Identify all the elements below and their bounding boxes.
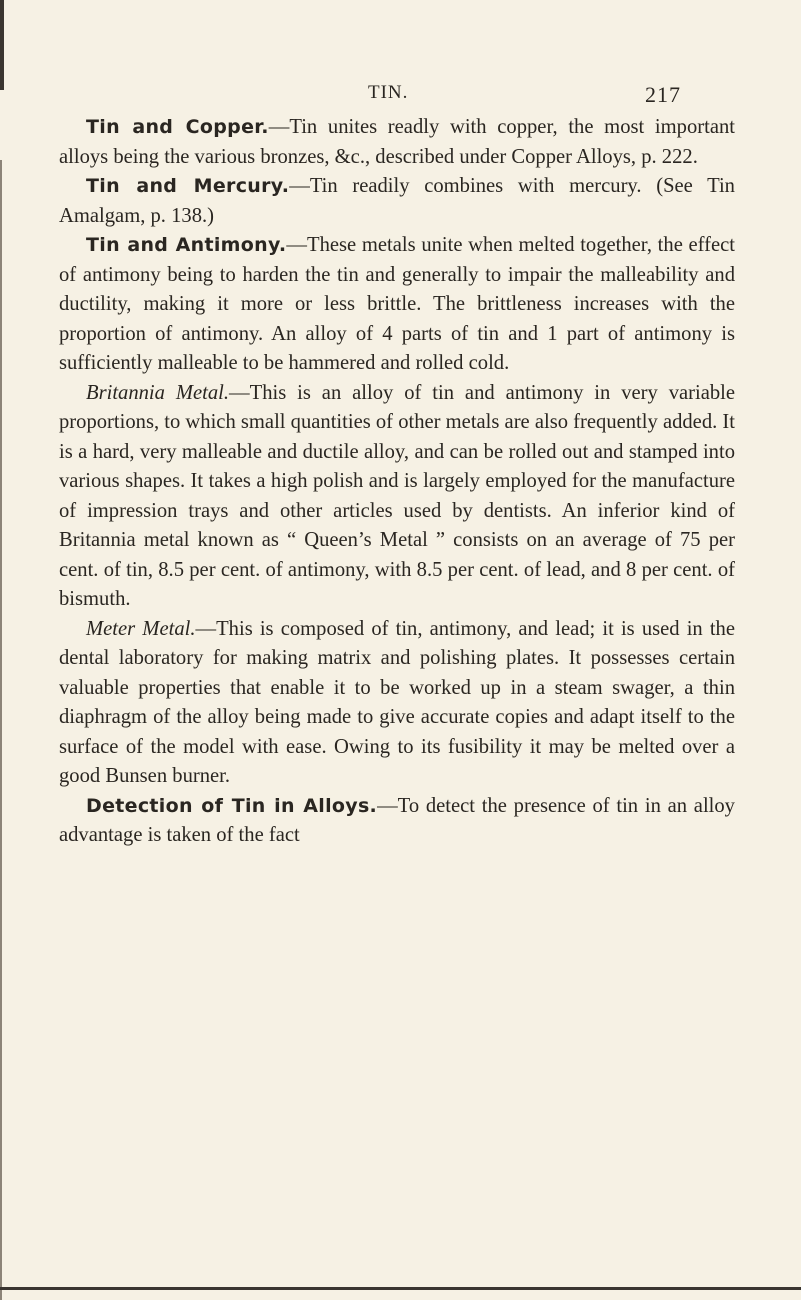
page-edge-shadow — [0, 0, 4, 90]
page-edge-line — [0, 160, 2, 1300]
body-text — [59, 113, 735, 851]
page-bottom-edge — [0, 1287, 801, 1290]
paragraph-meter-metal — [59, 615, 735, 792]
paragraph-body: —To detect the presence of tin in an alloy advantage is taken of the fact — [59, 794, 735, 846]
section-heading: Tin and Copper. — [86, 116, 269, 138]
subsection-heading: Britannia Metal. — [86, 381, 230, 404]
paragraph-britannia-metal — [59, 379, 735, 615]
page-header — [0, 82, 801, 112]
page-number: 217 — [645, 82, 681, 107]
section-heading: Detection of Tin in Alloys. — [86, 794, 378, 817]
subsection-heading: Meter Metal. — [86, 617, 196, 640]
paragraph-tin-and-copper — [59, 113, 735, 172]
section-heading: Tin and Antimony. — [86, 234, 287, 256]
paragraph-tin-and-antimony — [59, 231, 735, 379]
paragraph-body: —These metals unite when melted together, the effect of antimony being to harden the tin and generally to impair the malleability and ductility, making it more or less brittle. The brittleness increases with the proportion of antimony. An alloy of 4 parts of tin and 1 part of antimony is sufficiently malleable to be hammered and rolled cold. — [59, 234, 736, 374]
paragraph-detection-of-tin — [59, 792, 735, 851]
paragraph-body: —This is composed of tin, antimony, and lead; it is used in the dental laboratory for making matrix and polishing plates. It possesses certain valuable properties that enable it to be worked up in a steam swager, a thin diaphragm of the alloy being made to give accurate copies and adapt itself to the surface of the model with ease. Owing to its fusibility it may be melted over a good Bunsen burner. — [59, 617, 735, 787]
section-heading: Tin and Mercury. — [86, 175, 290, 197]
paragraph-tin-and-mercury — [59, 172, 735, 231]
paragraph-body: —Tin unites readly with copper, the most important alloys being the various bronzes, &c., described under Copper Alloys, p. 222. — [59, 116, 736, 168]
paragraph-body: —Tin readily combines with mercury. (See Tin Amalgam, p. 138.) — [59, 175, 735, 227]
paragraph-body: —This is an alloy of tin and antimony in very variable proportions, to which small quantities of other metals are also frequently added. It is a hard, very malleable and ductile alloy, and can be rolled out and stamped into various shapes. It takes a high polish and is largely employed for the manufacture of impression trays and other articles used by dentists. An inferior kind of Britannia metal known as “ Queen’s Metal ” consists on an average of 75 per cent. of tin, 8.5 per cent. of antimony, with 8.5 per cent. of lead, and 8 per cent. of bismuth. — [59, 381, 736, 610]
running-head: TIN. — [368, 82, 409, 103]
